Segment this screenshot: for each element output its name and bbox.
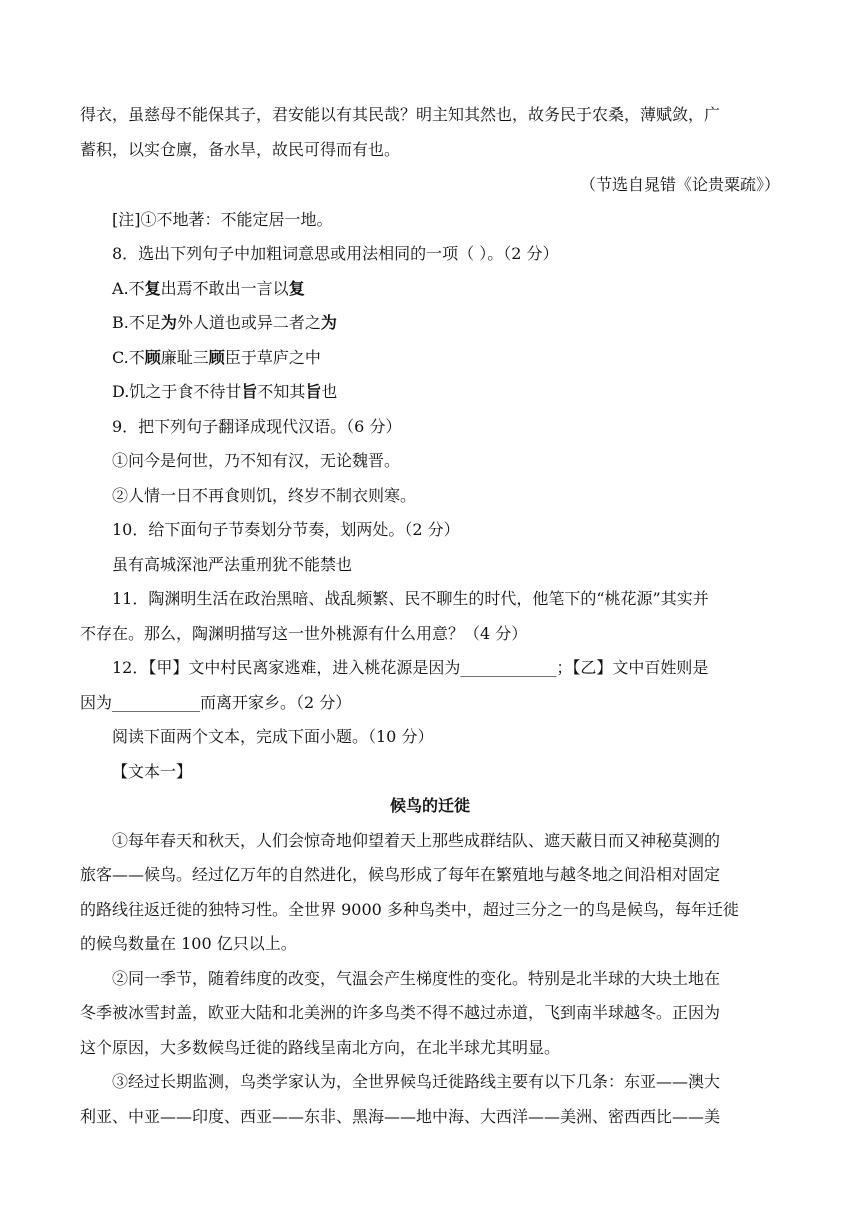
reading-intro: 阅读下面两个文本，完成下面小题。（10 分） <box>112 727 434 746</box>
question-8-option-d: D.饥之于食不待甘旨不知其旨也 <box>112 382 338 401</box>
question-9-stem: 9．把下列句子翻译成现代汉语。（6 分） <box>112 417 402 436</box>
passage-line: 得衣，虽慈母不能保其子，君安能以有其民哉？明主知其然也，故务民于农桑，薄赋敛，广 <box>80 105 721 124</box>
paragraph-line: 冬季被冰雪封盖，欧亚大陆和北美洲的许多鸟类不得不越过赤道，飞到南半球越冬。正因为 <box>80 1003 721 1022</box>
question-8-option-b: B.不足为外人道也或异二者之为 <box>112 313 337 332</box>
paragraph-line: ①每年春天和秋天，人们会惊奇地仰望着天上那些成群结队、遮天蔽日而又神秘莫测的 <box>112 831 721 850</box>
passage-source: （节选自晁错《论贵粟疏》） <box>579 175 780 194</box>
text-one-label: 【文本一】 <box>112 762 193 781</box>
paragraph-line: ②同一季节，随着纬度的改变，气温会产生梯度性的变化。特别是北半球的大块土地在 <box>112 969 721 988</box>
paragraph-line: 利亚、中亚——印度、西亚——东非、黑海——地中海、大西洋——美洲、密西西比——美 <box>80 1107 721 1126</box>
annotation-note: [注]①不地著：不能定居一地。 <box>112 210 333 229</box>
question-11-line: 11．陶渊明生活在政治黑暗、战乱频繁、民不聊生的时代，他笔下的“桃花源”其实并 <box>112 589 709 608</box>
question-8-option-c: C.不顾廉耻三顾臣于草庐之中 <box>112 348 321 367</box>
question-12-line: 因为___________而离开家乡。（2 分） <box>80 693 352 712</box>
question-9-sentence-2: ②人情一日不再食则饥，终岁不制衣则寒。 <box>112 486 417 505</box>
paragraph-line: ③经过长期监测，鸟类学家认为，全世界候鸟迁徙路线主要有以下几条：东亚——澳大 <box>112 1072 721 1091</box>
question-11-line: 不存在。那么，陶渊明描写这一世外桃源有什么用意？（4 分） <box>80 624 528 643</box>
question-10-sentence: 虽有高城深池严法重刑犹不能禁也 <box>112 555 353 574</box>
paragraph-line: 这个原因，大多数候鸟迁徙的路线呈南北方向，在北半球尤其明显。 <box>80 1038 561 1057</box>
question-12-line: 12．【甲】文中村民离家逃难，进入桃花源是因为____________；【乙】文中百姓则是 <box>112 658 709 677</box>
question-10-stem: 10．给下面句子节奏划分节奏，划两处。（2 分） <box>112 520 460 539</box>
paragraph-line: 的路线往返迁徙的独特习性。全世界 9000 多种鸟类中，超过三分之一的鸟是候鸟，每年迁徙 <box>80 900 739 919</box>
question-8-option-a: A.不复出焉不敢出一言以复 <box>112 279 305 298</box>
question-9-sentence-1: ①问今是何世，乃不知有汉，无论魏晋。 <box>112 451 401 470</box>
article-title: 候鸟的迁徙 <box>389 796 470 815</box>
question-8-stem: 8．选出下列句子中加粗词意思或用法相同的一项（ ）。（2 分） <box>112 244 559 263</box>
paragraph-line: 的候鸟数量在 100 亿只以上。 <box>80 934 297 953</box>
passage-line: 蓄积，以实仓廪，备水旱，故民可得而有也。 <box>80 140 401 159</box>
paragraph-line: 旅客——候鸟。经过亿万年的自然进化，候鸟形成了每年在繁殖地与越冬地之间沿相对固定 <box>80 865 721 884</box>
